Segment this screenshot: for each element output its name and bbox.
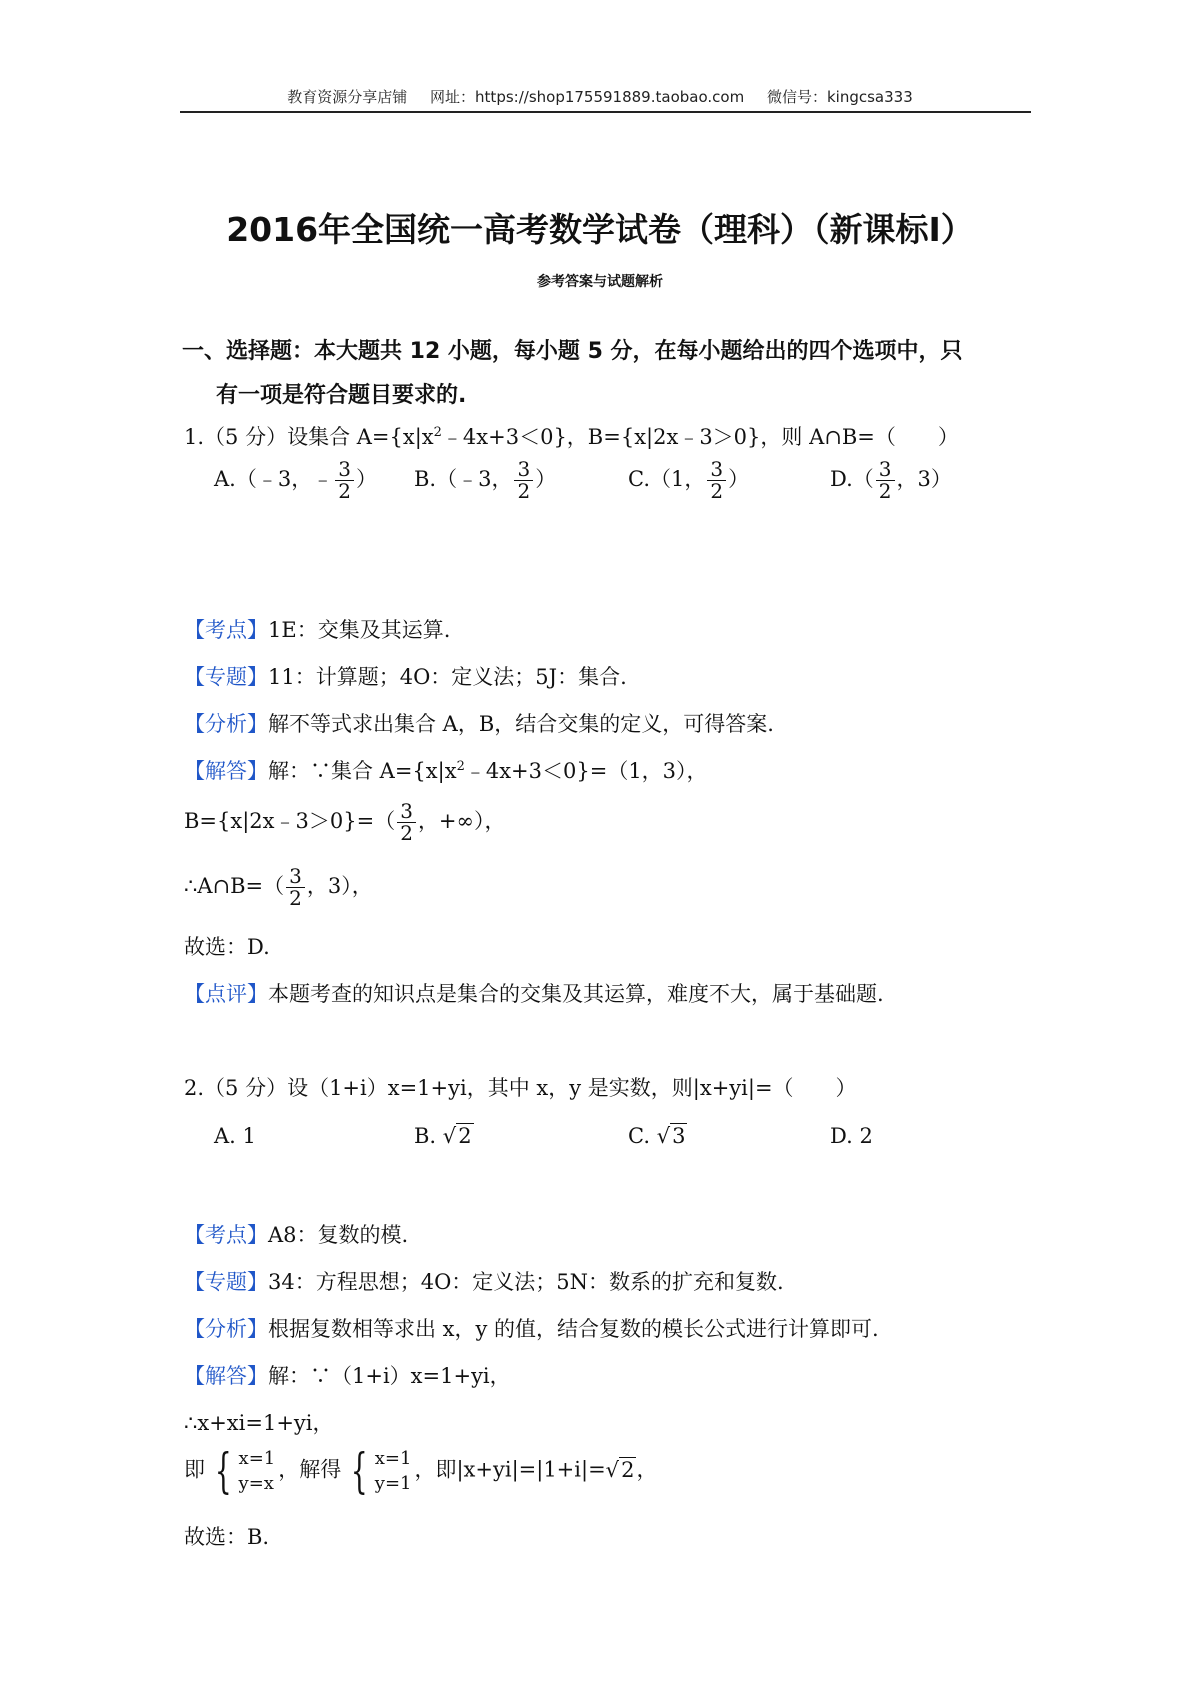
q2-fenxi: 【分析】根据复数相等求出 x，y 的值，结合复数的模长公式进行计算即可. [184,1317,879,1341]
equation-system: { x=1 y=x [214,1443,276,1499]
fraction: $\frac{3}{2}$ [286,866,305,909]
page-header [0,86,1200,107]
fraction: $\frac{3}{2}$ [335,459,354,502]
equation-system: { x=1 y=1 [351,1443,412,1499]
q2-stem: 2.（5 分）设（1+i）x=1+yi，其中 x，y 是实数，则|x+yi|=（ ） [184,1076,857,1100]
q1-zhuanti: 【专题】11：计算题；4O：定义法；5J：集合. [184,665,627,689]
q1-jieda: 【解答】解：∵集合 $A=\{x|x^2﹣4x+3<0\}=(1$，3）， [184,759,708,783]
q2-step2: ∴x+xi=1+yi， [184,1411,334,1435]
q2-option-c: C. √3 [628,1124,686,1148]
page-subtitle: 参考答案与试题解析 [537,274,663,290]
fraction: $\frac{3}{2}$ [397,801,416,844]
q1-dianping: 【点评】本题考查的知识点是集合的交集及其运算，难度不大，属于基础题. [184,982,884,1006]
q1-choose: 故选：D. [184,935,270,959]
q2-option-a: A. 1 [214,1124,256,1148]
q1-fenxi: 【分析】解不等式求出集合 A，B，结合交集的定义，可得答案. [184,712,774,736]
header-website: 网址：https://shop175591889.taobao.com [430,88,745,106]
page-title: 2016年全国统一高考数学试卷（理科）（新课标Ⅰ） [226,210,974,249]
q1-step3: ∴A∩B=（ $\frac{3}{2}$ ，3）， [184,864,373,910]
header-rule [180,111,1031,113]
fraction: $\frac{3}{2}$ [707,459,726,502]
q2-option-d: D. 2 [830,1124,873,1148]
header-wechat: 微信号：kingcsa333 [766,88,913,106]
sqrt: √2 [442,1124,472,1148]
q1-option-a: A.（﹣3，﹣ $\frac{3}{2}$ ） [214,457,377,503]
header-shop: 教育资源分享店铺 [287,88,408,106]
q1-option-b: B.（﹣3， $\frac{3}{2}$ ） [414,457,557,503]
fraction: $\frac{3}{2}$ [876,459,895,502]
q1-option-c: C.（1， $\frac{3}{2}$ ） [628,457,750,503]
q1-stem: 1.（5 分）设集合 $A=\{x|x^2﹣4x+3<0\}$，B={x|2x﹣3＞0}，则 A∩B=（ ） [184,425,959,449]
sqrt: √3 [656,1124,686,1148]
q2-choose: 故选：B. [184,1525,270,1549]
fraction: $\frac{3}{2}$ [514,459,533,502]
q2-jieda: 【解答】解：∵（1+i）x=1+yi， [184,1364,511,1388]
q1-step2: B={x|2x﹣3＞0}=（ $\frac{3}{2}$ ，+∞）， [184,799,506,845]
sqrt: √2 [605,1457,635,1482]
q2-step3: 即 { x=1 y=x ，解得 { x=1 y=1 ，即|x+yi|=|1+i|=√2， [184,1443,658,1499]
q2-zhuanti: 【专题】34：方程思想；4O：定义法；5N：数系的扩充和复数. [184,1270,784,1294]
section-heading-line1: 一、选择题：本大题共 12 小题，每小题 5 分，在每小题给出的四个选项中，只 [182,339,963,364]
q2-kaodian: 【考点】A8：复数的模. [184,1223,409,1247]
q2-option-b: B. √2 [414,1124,472,1148]
section-heading-line2: 有一项是符合题目要求的. [216,383,467,408]
q1-option-d: D.（ $\frac{3}{2}$ ，3） [830,457,952,503]
q1-kaodian: 【考点】1E：交集及其运算. [184,618,451,642]
